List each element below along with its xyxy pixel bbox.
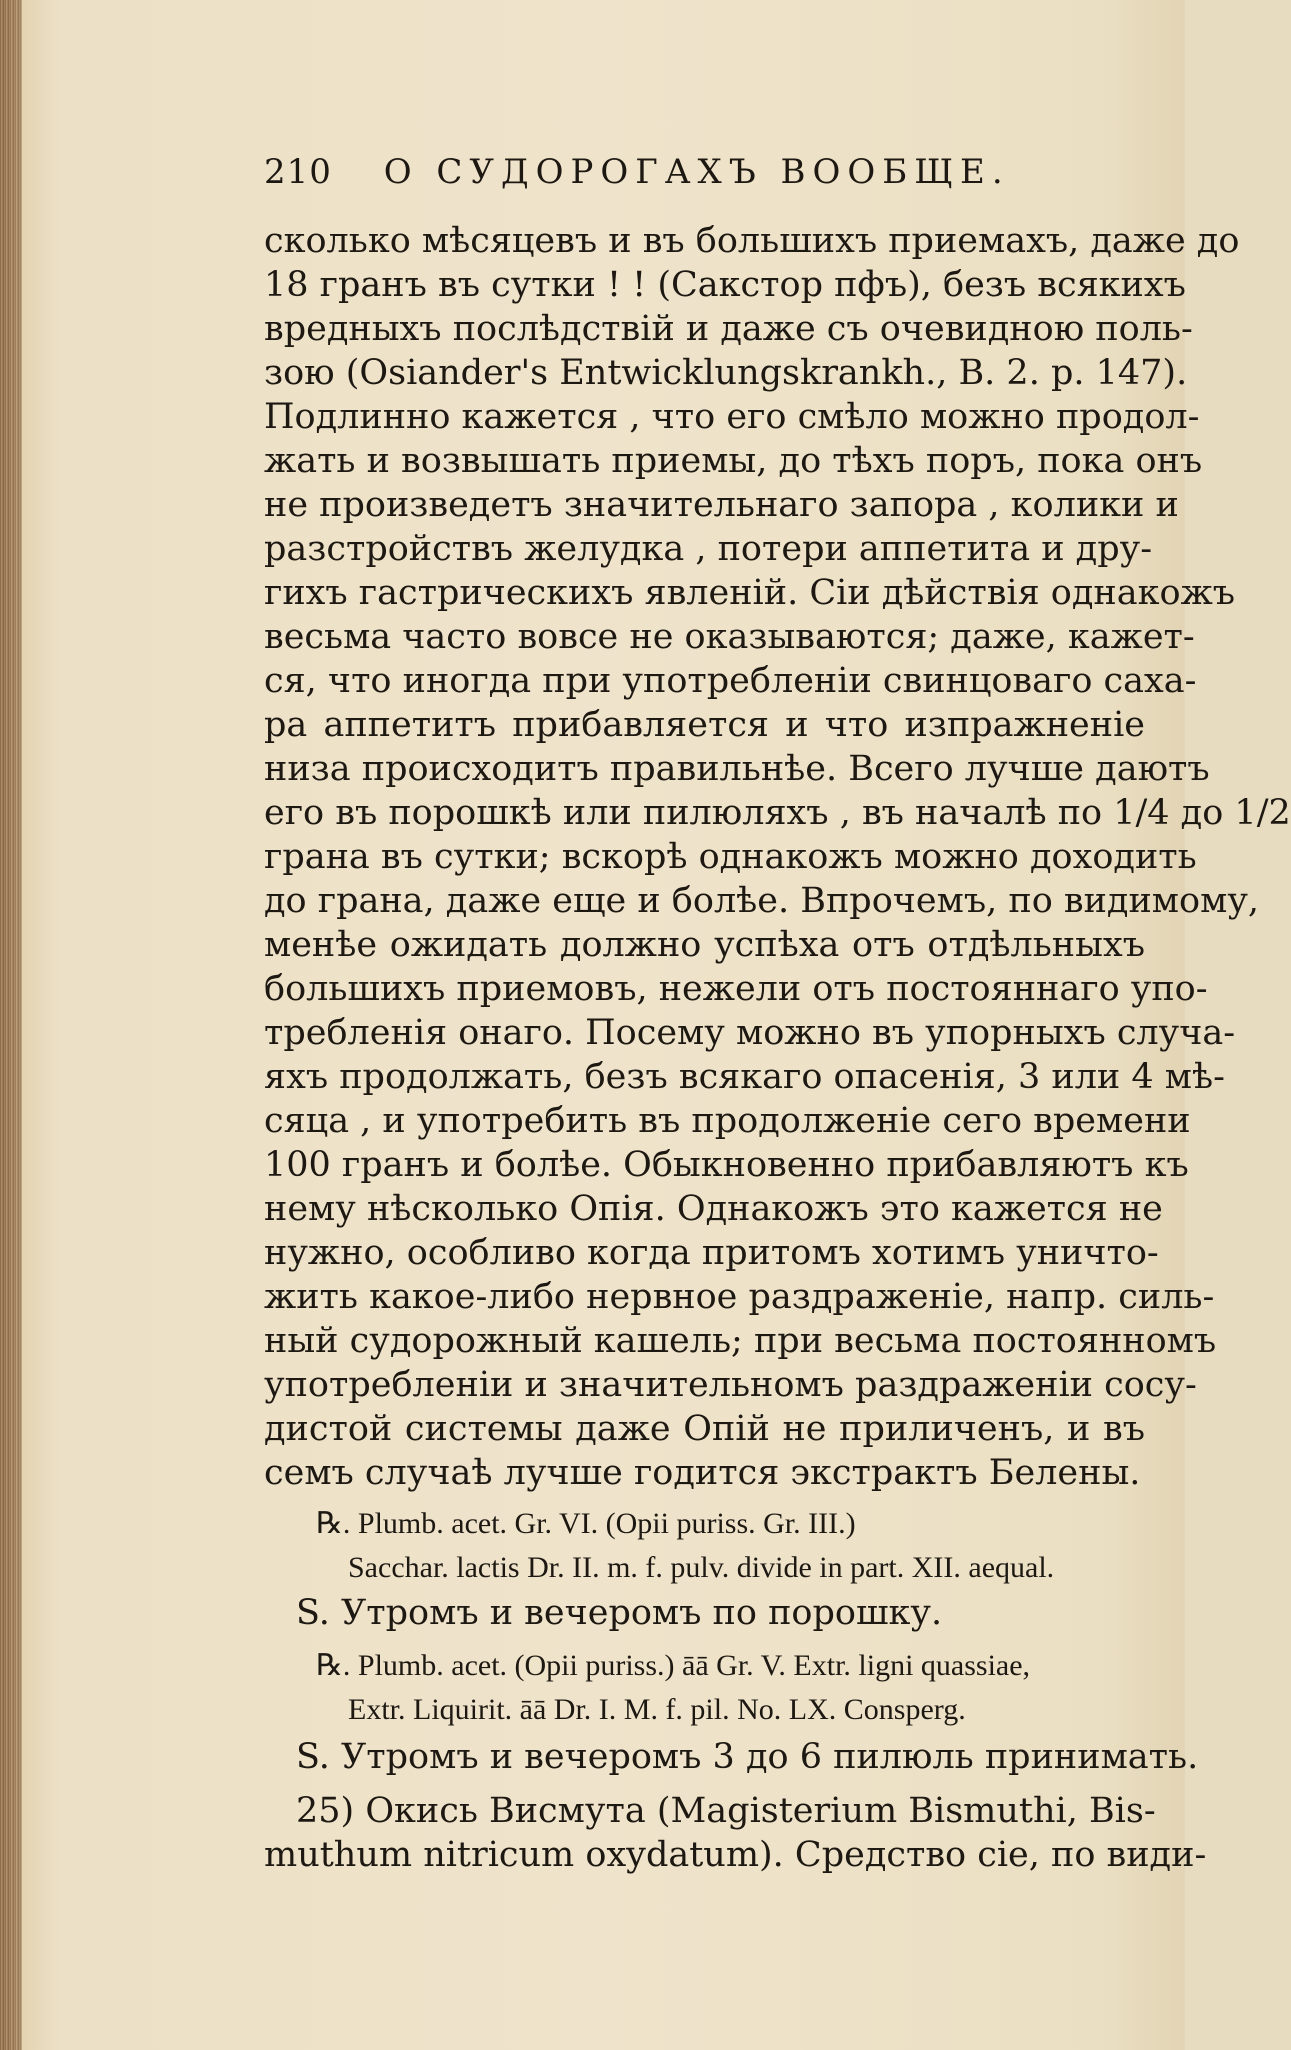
text-line: жить какое-либо нервное раздраженіе, напр. силь-	[264, 1277, 1215, 1317]
text-line: требленія онаго. Посему можно въ упорныхъ случа-	[264, 1013, 1236, 1053]
text-line: его въ порошкѣ или пилюляхъ , въ началѣ по 1/4 до 1/2	[264, 793, 1291, 833]
text-line: весьма часто вовсе не оказываются; даже, кажет-	[264, 617, 1195, 657]
text-line: семъ случаѣ лучше годится экстрактъ Белены.	[264, 1453, 1141, 1493]
recipe-1-line-1: ℞. Plumb. acet. Gr. VI. (Opii puriss. Gr. III.)	[316, 1507, 856, 1540]
recipe-2-signa: S. Утромъ и вечеромъ 3 до 6 пилюль принимать.	[296, 1737, 1199, 1777]
text-line: дистой системы даже Опій не приличенъ, и въ	[264, 1409, 1145, 1449]
text-line: грана въ сутки; вскорѣ однакожъ можно доходить	[264, 837, 1197, 877]
text-line: гихъ гастрическихъ явленій. Сіи дѣйствія однакожъ	[264, 573, 1236, 613]
running-header	[264, 152, 1010, 192]
text-line: сколько мѣсяцевъ и въ большихъ приемахъ, даже до	[264, 221, 1240, 261]
recipe-1-line-2: Sacchar. lactis Dr. II. m. f. pulv. divide in part. XII. aequal.	[348, 1551, 1055, 1584]
text-line: нужно, особливо когда притомъ хотимъ уничто-	[264, 1233, 1159, 1273]
text-line: большихъ приемовъ, нежели отъ постояннаго упо-	[264, 969, 1208, 1009]
text-line: ный судорожный кашель; при весьма постоянномъ	[264, 1321, 1217, 1361]
recipe-1-signa: S. Утромъ и вечеромъ по порошку.	[296, 1593, 943, 1633]
section-text-line: muthum nitricum oxydatum). Средство сіе, по види-	[264, 1835, 1207, 1875]
text-line: употребленіи и значительномъ раздраженіи сосу-	[264, 1365, 1197, 1405]
text-line: яхъ продолжать, безъ всякаго опасенія, 3 или 4 мѣ-	[264, 1057, 1225, 1097]
section-heading-line: 25) Окись Висмута (Magisterium Bismuthi, Bis-	[296, 1791, 1156, 1831]
text-line: жать и возвышать приемы, до тѣхъ поръ, пока онъ	[264, 441, 1203, 481]
text-line: менѣе ожидать должно успѣха отъ отдѣльныхъ	[264, 925, 1145, 965]
page-edge	[0, 0, 22, 2050]
text-line: нему нѣсколько Опія. Однакожъ это кажется не	[264, 1189, 1163, 1229]
text-line: ра аппетитъ прибавляется и что изпражненіе	[264, 705, 1145, 745]
text-line: низа происходитъ правильнѣе. Всего лучше даютъ	[264, 749, 1210, 789]
text-line: сяца , и употребить въ продолженіе сего времени	[264, 1101, 1191, 1141]
text-line: вредныхъ послѣдствій и даже съ очевидною поль-	[264, 309, 1193, 349]
page-number: 210	[264, 152, 332, 192]
text-line: 100 гранъ и болѣе. Обыкновенно прибавляютъ къ	[264, 1145, 1189, 1185]
text-line: зою (Osiander's Entwicklungskrankh., B. 2. p. 147).	[264, 353, 1188, 393]
text-line: не произведетъ значительнаго запора , колики и	[264, 485, 1179, 525]
chapter-title: О СУДОРОГАХЪ ВООБЩЕ.	[383, 152, 1010, 192]
text-line: до грана, даже еще и болѣе. Впрочемъ, по видимому,	[264, 881, 1260, 921]
text-line: разстройствъ желудка , потери аппетита и дру-	[264, 529, 1153, 569]
text-line: 18 гранъ въ сутки ! ! (Сакстор пфъ), безъ всякихъ	[264, 265, 1186, 305]
text-line: Подлинно кажется , что его смѣло можно продол-	[264, 397, 1200, 437]
text-line: ся, что иногда при употребленіи свинцоваго саха-	[264, 661, 1197, 701]
recipe-2-line-2: Extr. Liquirit. āā Dr. I. M. f. pil. No. LX. Consperg.	[348, 1693, 966, 1726]
recipe-2-line-1: ℞. Plumb. acet. (Opii puriss.) āā Gr. V. Extr. ligni quassiae,	[316, 1649, 1031, 1682]
